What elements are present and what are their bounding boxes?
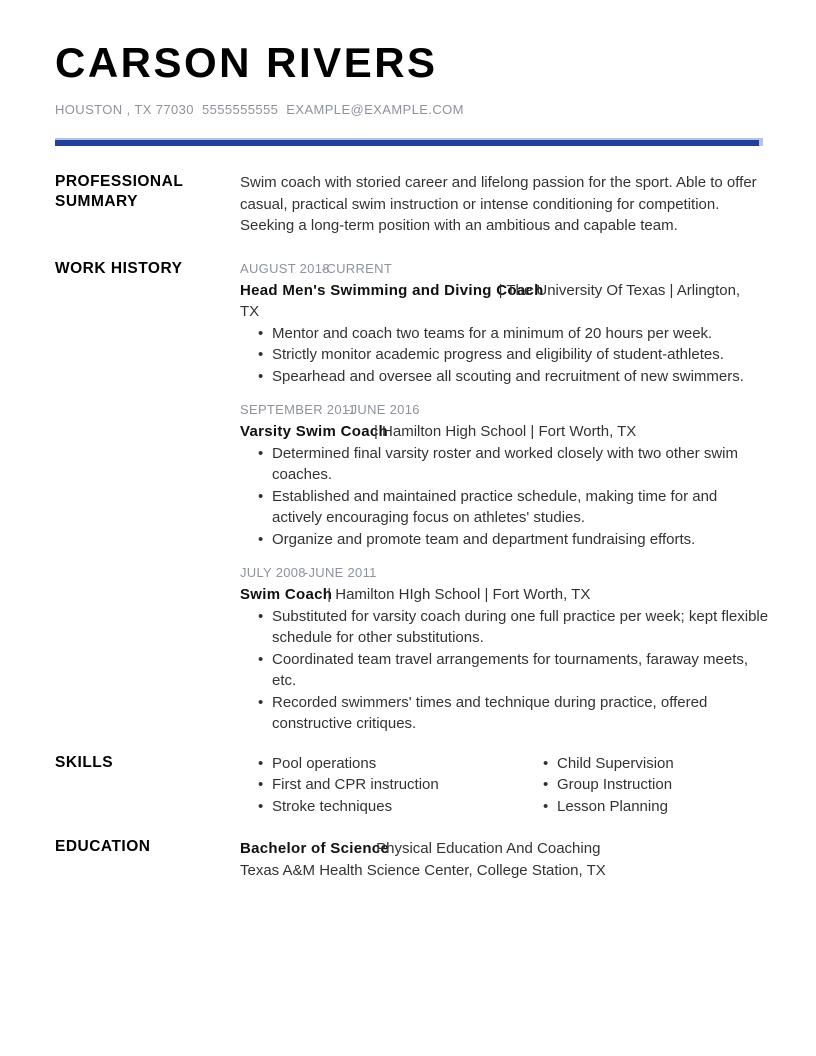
job-date-end: -JUNE 2016 xyxy=(345,402,420,417)
section-work-history xyxy=(55,259,770,735)
job-bullet-list xyxy=(240,443,770,551)
job-date-start: AUGUST 2018 xyxy=(240,260,330,276)
job-bullet: • Determined final varsity roster and worked closely with two other swim coaches. xyxy=(258,443,770,486)
job-title-line xyxy=(240,280,745,323)
skill-item: • Lesson Planning xyxy=(543,796,674,818)
section-professional-summary xyxy=(55,172,770,237)
resume-header xyxy=(55,40,770,146)
heading-skills: SKILLS xyxy=(55,753,114,771)
section-education xyxy=(55,837,770,881)
education-entry xyxy=(240,837,770,881)
job-organization: | Hamilton High School | Fort Worth, TX xyxy=(373,423,637,440)
job-entry-swim-coach xyxy=(240,563,770,735)
heading-work-history: WORK HISTORY xyxy=(55,259,183,277)
job-date-start: JULY 2008 xyxy=(240,565,306,580)
job-bullet: • Coordinated team travel arrangements for tournaments, faraway meets, etc. xyxy=(258,649,770,692)
job-date-start: SEPTEMBER 2011 xyxy=(240,402,356,417)
skill-item: • Pool operations xyxy=(258,753,525,775)
job-title: Head Men's Swimming and Diving Coach xyxy=(240,281,544,299)
job-bullet-list xyxy=(240,323,770,388)
job-bullet: • Organize and promote team and department fundraising efforts. xyxy=(258,529,770,551)
job-dates xyxy=(240,259,770,279)
candidate-name: CARSON RIVERS xyxy=(55,39,438,86)
education-degree: Bachelor of Science xyxy=(240,840,390,857)
job-bullet: • Strictly monitor academic progress and eligibility of student-athletes. xyxy=(258,344,770,366)
contact-location: HOUSTON , TX 77030 xyxy=(55,102,194,117)
job-bullet: • Established and maintained practice schedule, making time for and actively encouraging focus on athletes' studies. xyxy=(258,486,770,529)
job-title: Varsity Swim Coach xyxy=(240,423,388,440)
skill-item: • Group Instruction xyxy=(543,774,674,796)
skills-column-1 xyxy=(240,753,525,818)
job-bullet: • Mentor and coach two teams for a minimum of 20 hours per week. xyxy=(258,323,770,345)
job-organization: | The University Of Texas | Arlington, TX xyxy=(240,281,744,320)
education-school: Texas A&M Health Science Center, College Station, TX xyxy=(240,861,606,879)
job-title-line xyxy=(240,421,745,443)
heading-education: EDUCATION xyxy=(55,838,151,855)
job-date-end: -JUNE 2011 xyxy=(303,565,377,580)
contact-line xyxy=(55,102,770,117)
job-dates xyxy=(240,563,770,583)
job-organization: | Hamilton HIgh School | Fort Worth, TX xyxy=(327,586,591,603)
summary-text: Swim coach with storied career and lifelong passion for the sport. Able to offer casual, practical swim instruction or intense conditioning for competition. Seeking a long-term position with an ambitious and capable team. xyxy=(240,174,757,234)
job-dates xyxy=(240,400,770,420)
job-bullet: • Spearhead and oversee all scouting and recruitment of new swimmers. xyxy=(258,366,770,388)
section-skills xyxy=(55,753,770,818)
education-degree-line xyxy=(240,838,745,860)
job-title: Swim Coach xyxy=(240,586,333,603)
job-entry-varsity-coach xyxy=(240,400,770,550)
job-bullet: • Substituted for varsity coach during one full practice per week; kept flexible schedule for other substitutions. xyxy=(258,606,770,649)
job-bullet: • Recorded swimmers' times and technique during practice, offered constructive critiques. xyxy=(258,692,770,735)
education-field: Physical Education And Coaching xyxy=(376,840,601,857)
skills-column-2 xyxy=(525,753,674,818)
skill-item: • Child Supervision xyxy=(543,753,674,775)
skill-item: • First and CPR instruction xyxy=(258,774,525,796)
heading-professional-summary: PROFESSIONAL SUMMARY xyxy=(55,173,184,210)
job-bullet-list xyxy=(240,606,770,735)
work-history-list xyxy=(240,259,770,735)
header-divider xyxy=(55,138,763,146)
job-entry-head-coach xyxy=(240,259,770,388)
job-date-end: -CURRENT xyxy=(321,260,393,276)
job-title-line xyxy=(240,584,745,606)
contact-phone: 5555555555 xyxy=(201,102,279,117)
contact-email: EXAMPLE@EXAMPLE.COM xyxy=(286,102,464,117)
skills-columns xyxy=(240,753,770,818)
skill-item: • Stroke techniques xyxy=(258,796,525,818)
